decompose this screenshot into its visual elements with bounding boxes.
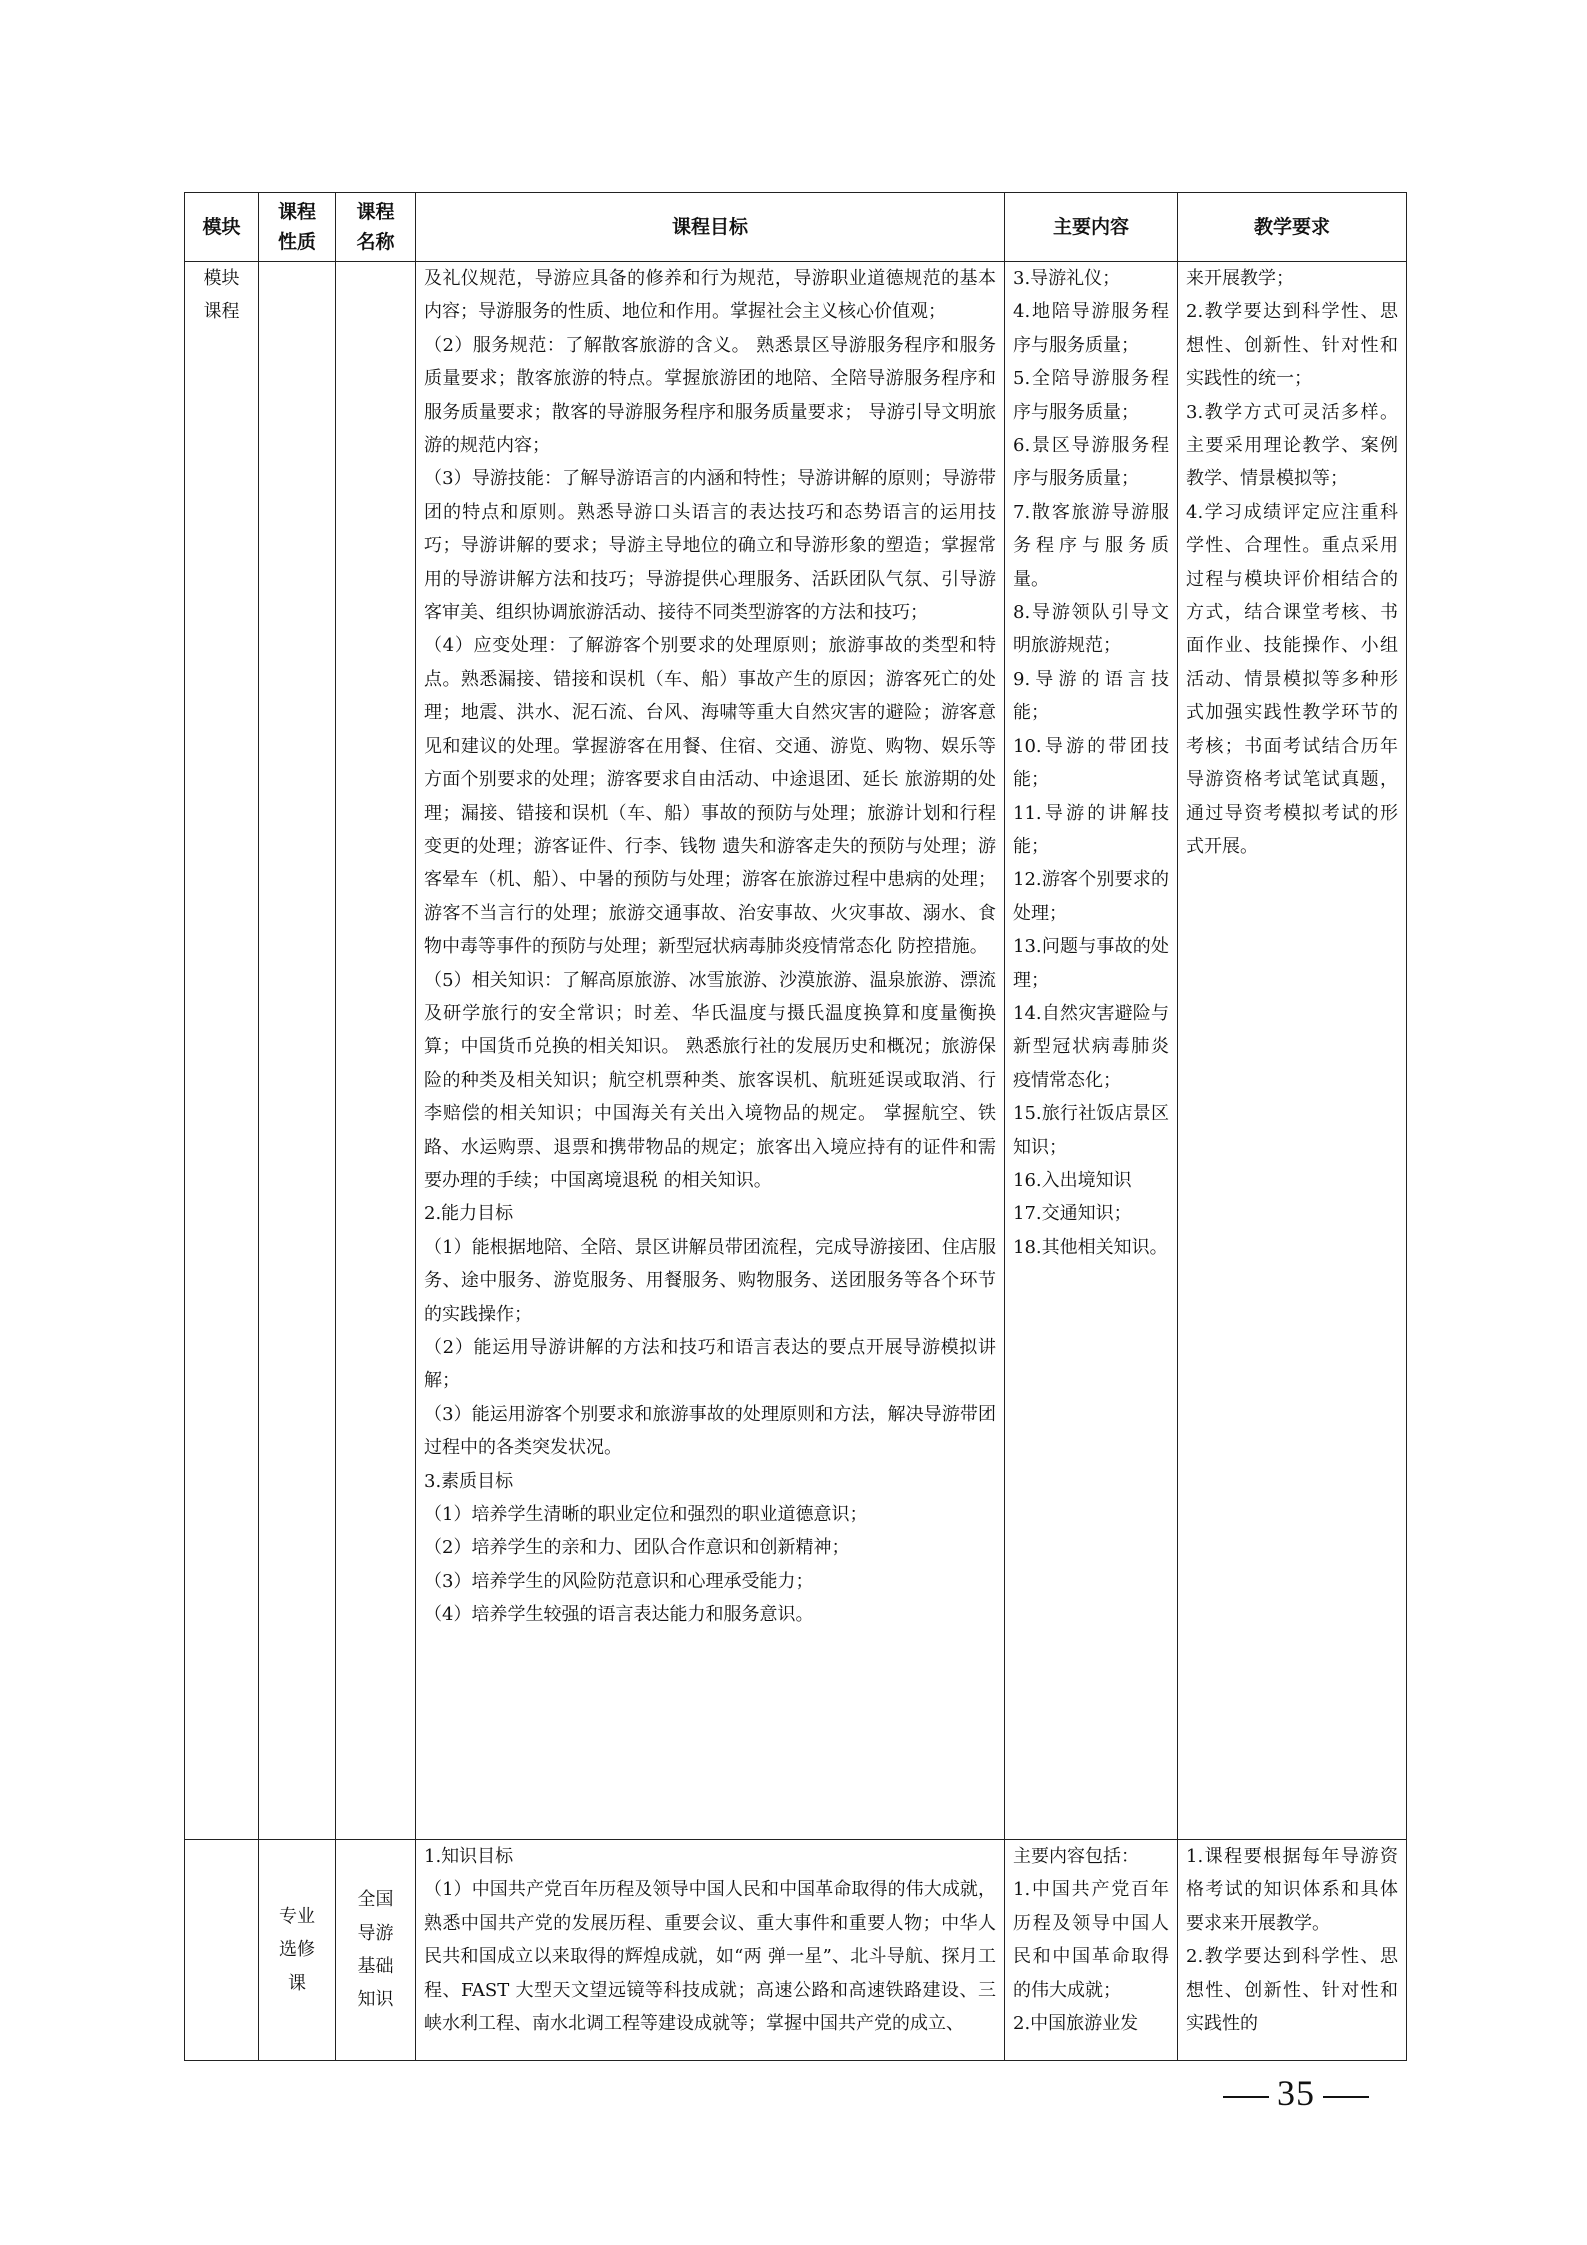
table-row	[185, 1840, 1407, 2061]
course-table	[184, 192, 1407, 2061]
content-cell: 主要内容包括： 1.中国共产党百年历程及领导中国人民和中国革命取得的伟大成就； 2.中国旅游业发	[1005, 1840, 1178, 2061]
header-teaching-requirements: 教学要求	[1178, 193, 1407, 262]
dash-left	[1223, 2096, 1269, 2098]
goals-cell: 1.知识目标 （1）中国共产党百年历程及领导中国人民和中国革命取得的伟大成就，熟悉中国共产党的发展历程、重要会议、重大事件和重要人物；中华人民共和国成立以来取得的辉煌成就，如“两 弹一星”、北斗导航、探月工程、FAST 大型天文望远镜等科技成就；高速公路和高速铁路建设、三峡水利工程、南水北调工程等建设成就等；掌握中国共产党的成立、	[416, 1840, 1005, 2061]
goals-cell: 及礼仪规范，导游应具备的修养和行为规范，导游职业道德规范的基本内容；导游服务的性质、地位和作用。掌握社会主义核心价值观； （2）服务规范：了解散客旅游的含义。 熟悉景区导游服务程序和服务质量要求；散客旅游的特点。掌握旅游团的地陪、全陪导游服务程序和服务质量要求；散客的导游服务程序和服务质量要求； 导游引导文明旅游的规范内容； （3）导游技能：了解导游语言的内涵和特性；导游讲解的原则；导游带团的特点和原则。熟悉导游口头语言的表达技巧和态势语言的运用技 巧；导游讲解的要求；导游主导地位的确立和导游形象的塑造；掌握常用的导游讲解方法和技巧；导游提供心理服务、活跃团队气氛、引导游客审美、组织协调旅游活动、接待不同类型游客的方法和技巧； （4）应变处理：了解游客个别要求的处理原则；旅游事故的类型和特点。熟悉漏接、错接和误机（车、船）事故产生的原因；游客死亡的处理；地震、洪水、泥石流、台风、海啸等重大自然灾害的避险；游客意见和建议的处理。掌握游客在用餐、住宿、交通、游览、购物、娱乐等方面个别要求的处理；游客要求自由活动、中途退团、延长 旅游期的处理；漏接、错接和误机（车、船）事故的预防与处理；旅游计划和行程变更的处理；游客证件、行李、钱物 遗失和游客走失的预防与处理；游客晕车（机、船）、中暑的预防与处理；游客在旅游过程中患病的处理；游客不当言行的处理；旅游交通事故、治安事故、火灾事故、溺水、食物中毒等事件的预防与处理；新型冠状病毒肺炎疫情常态化 防控措施。 （5）相关知识：了解高原旅游、冰雪旅游、沙漠旅游、温泉旅游、漂流及研学旅行的安全常识；时差、华氏温度与摄氏温度换算和度量衡换算；中国货币兑换的相关知识。 熟悉旅行社的发展历史和概况；旅游保险的种类及相关知识；航空机票种类、旅客误机、航班延误或取消、行李赔偿的相关知识；中国海关有关出入境物品的规定。 掌握航空、铁路、水运购票、退票和携带物品的规定；旅客出入境应持有的证件和需要办理的手续；中国离境退税 的相关知识。 2.能力目标 （1）能根据地陪、全陪、景区讲解员带团流程，完成导游接团、住店服务、途中服务、游览服务、用餐服务、购物服务、送团服务等各个环节的实践操作； （2）能运用导游讲解的方法和技巧和语言表达的要点开展导游模拟讲解； （3）能运用游客个别要求和旅游事故的处理原则和方法，解决导游带团过程中的各类突发状况。 3.素质目标 （1）培养学生清晰的职业定位和强烈的职业道德意识； （2）培养学生的亲和力、团队合作意识和创新精神； （3）培养学生的风险防范意识和心理承受能力； （4）培养学生较强的语言表达能力和服务意识。	[416, 262, 1005, 1840]
page-number	[1215, 2072, 1377, 2114]
nature-cell: 专业 选修 课	[259, 1840, 336, 2061]
dash-right	[1323, 2096, 1369, 2098]
requirements-cell: 来开展教学； 2.教学要达到科学性、思想性、创新性、针对性和实践性的统一； 3.教学方式可灵活多样。主要采用理论教学、案例教学、情景模拟等； 4.学习成绩评定应注重科学性、合理性。重点采用过程与模块评价相结合的方式，结合课堂考核、书面作业、技能操作、小组活动、情景模拟等多种形式加强实践性教学环节的考核；书面考试结合历年导游资格考试笔试真题，通过导资考模拟考试的形式开展。	[1178, 262, 1407, 1840]
name-cell: 全国 导游 基础 知识	[336, 1840, 416, 2061]
module-cell	[185, 1840, 259, 2061]
header-main-content: 主要内容	[1005, 193, 1178, 262]
header-course-nature: 课程 性质	[259, 193, 336, 262]
content-cell: 3.导游礼仪； 4.地陪导游服务程序与服务质量； 5.全陪导游服务程序与服务质量； 6.景区导游服务程序与服务质量； 7.散客旅游导游服务程序与服务质量。 8.导游领队引导文明旅游规范； 9.导游的语言技能； 10.导游的带团技能； 11.导游的讲解技能； 12.游客个别要求的处理； 13.问题与事故的处理； 14.自然灾害避险与新型冠状病毒肺炎疫情常态化； 15.旅行社饭店景区知识； 16.入出境知识 17.交通知识； 18.其他相关知识。	[1005, 262, 1178, 1840]
header-course-name: 课程 名称	[336, 193, 416, 262]
module-cell: 模块 课程	[185, 262, 259, 1840]
table-row	[185, 262, 1407, 1840]
requirements-cell: 1.课程要根据每年导游资格考试的知识体系和具体要求来开展教学。 2.教学要达到科学性、思想性、创新性、针对性和实践性的	[1178, 1840, 1407, 2061]
table-header-row	[185, 193, 1407, 262]
nature-cell	[259, 262, 336, 1840]
page-number-text: 35	[1277, 2073, 1315, 2113]
name-cell	[336, 262, 416, 1840]
header-course-goals: 课程目标	[416, 193, 1005, 262]
header-module: 模块	[185, 193, 259, 262]
